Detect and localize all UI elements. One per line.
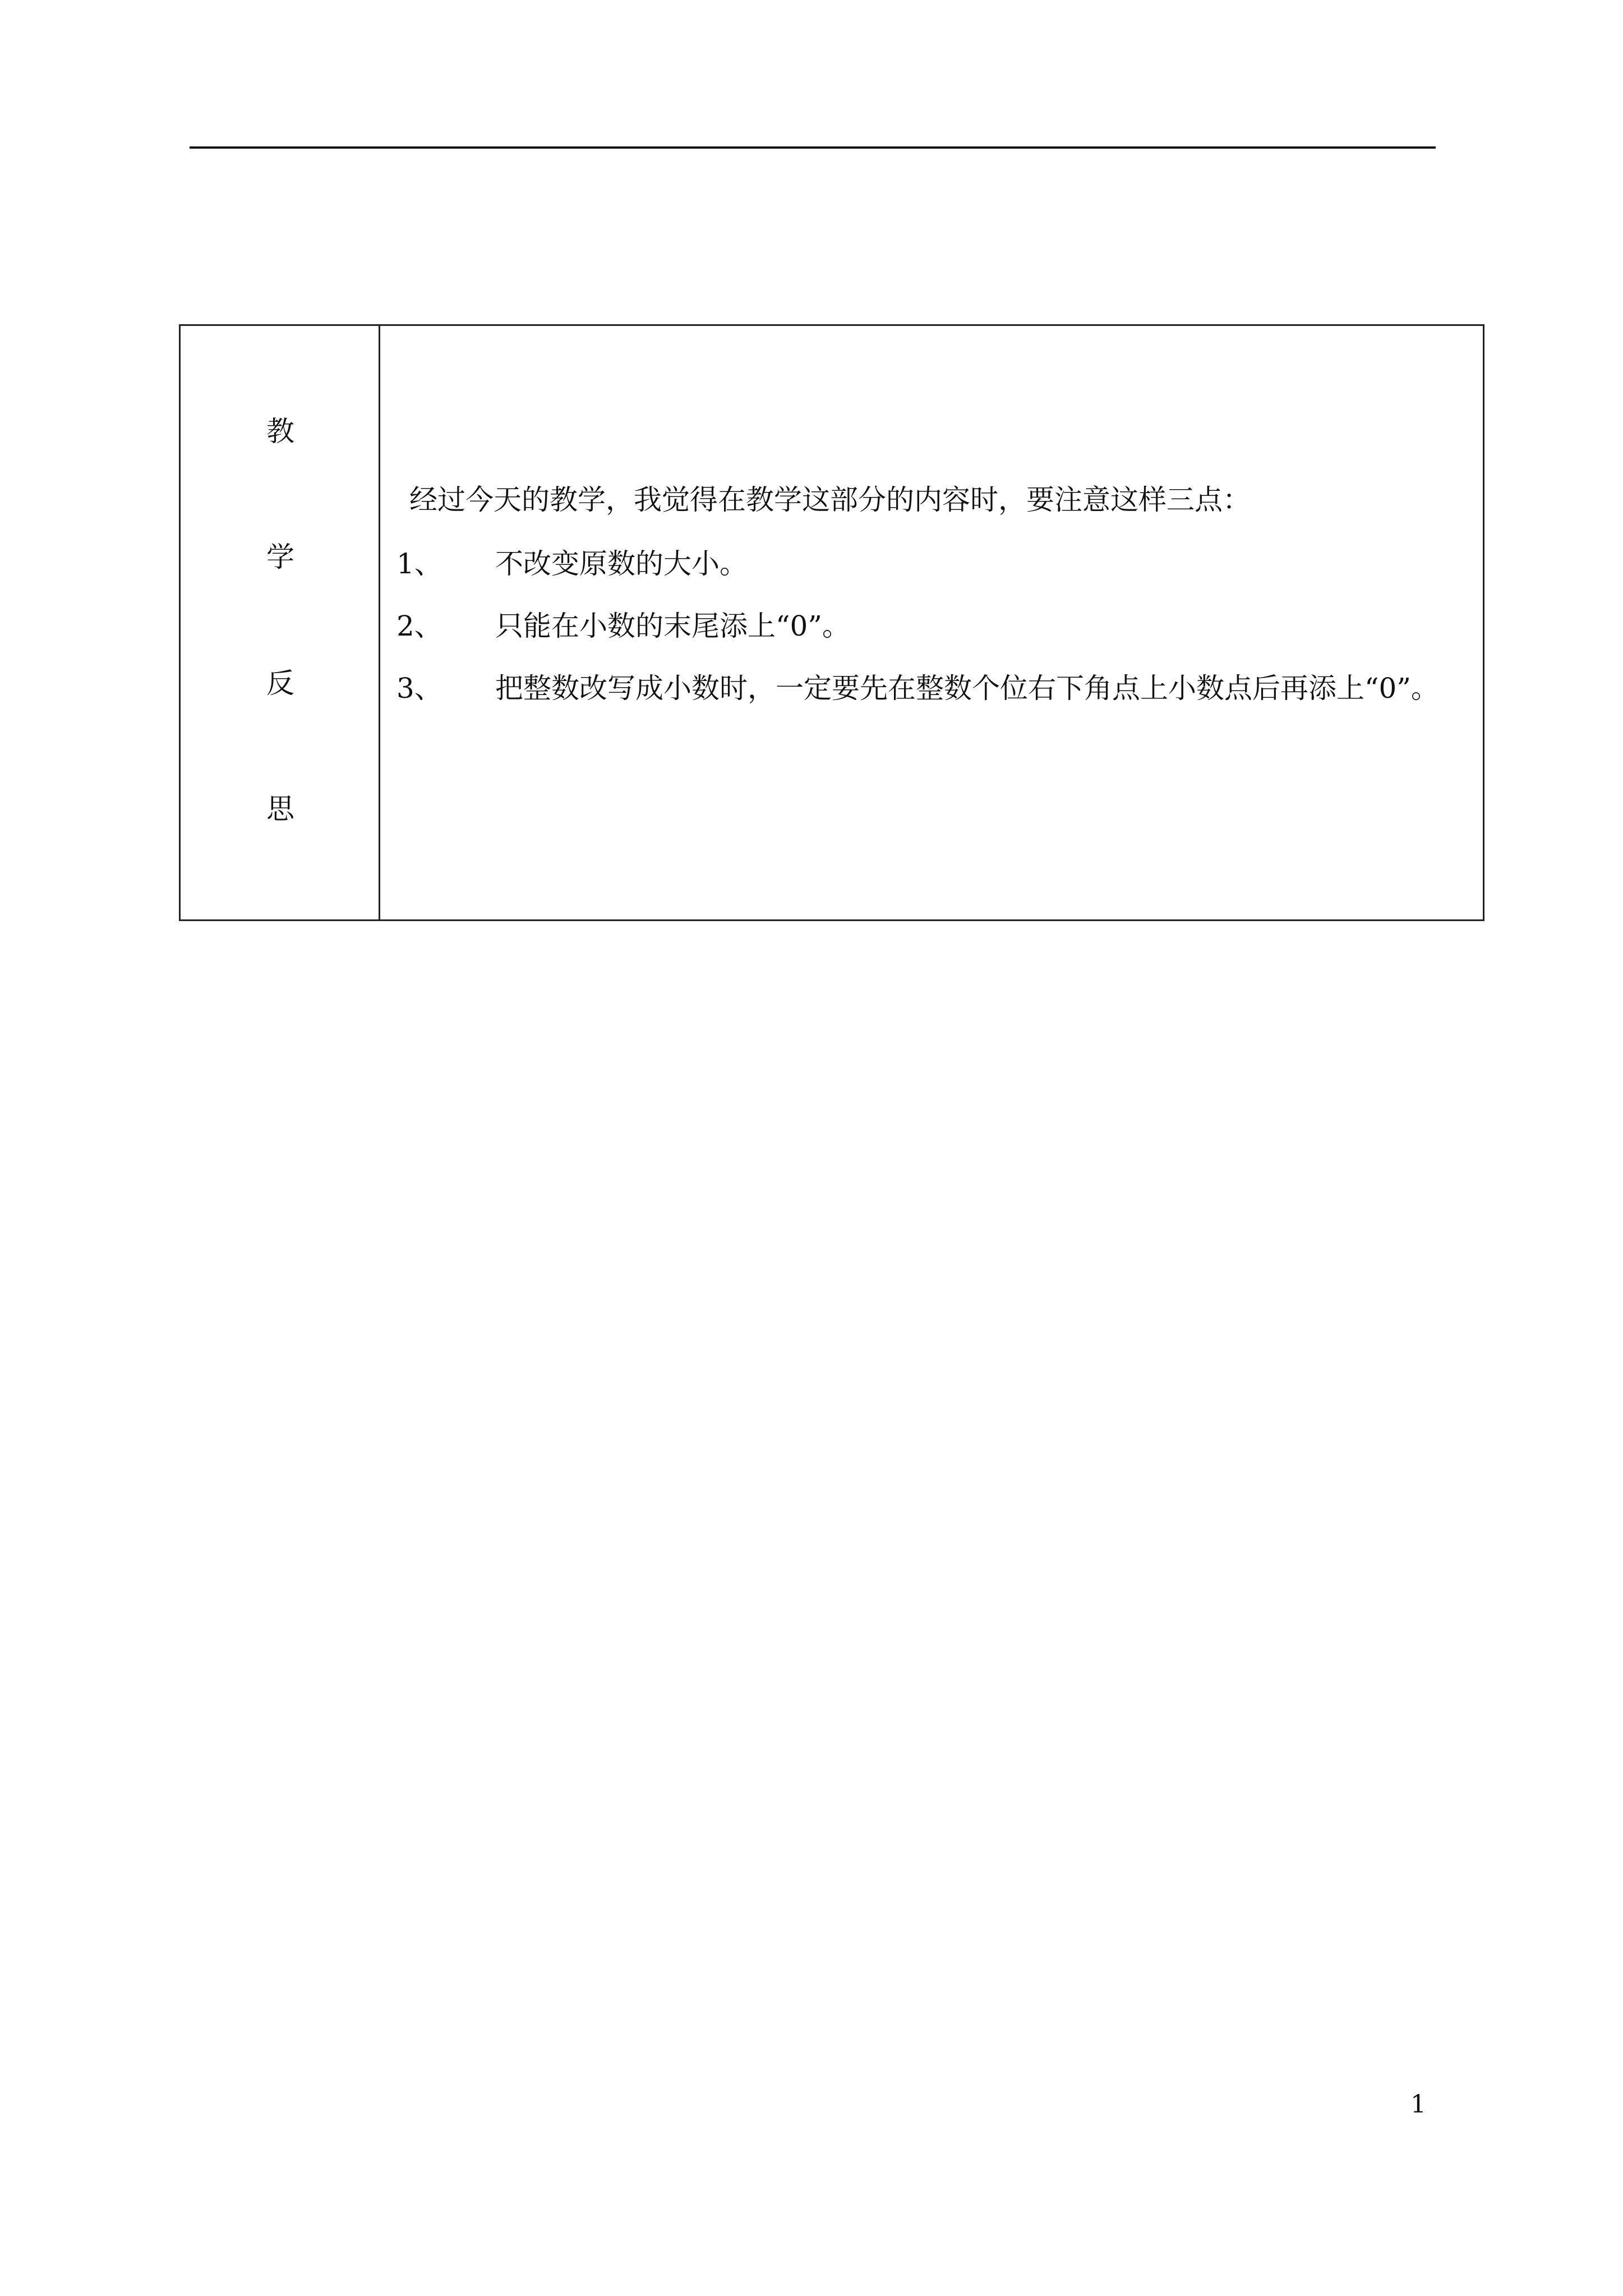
label-cell [181,326,380,919]
list-item-number: 2、 [396,610,442,642]
label-char: 思 [266,793,294,825]
header-rule [190,146,1436,149]
list-item-number: 3、 [396,672,442,705]
label-char: 教 [266,415,294,448]
list-item-text: 不改变原数的大小。 [495,547,748,580]
label-char: 反 [266,667,294,700]
teaching-reflection-table [179,324,1484,921]
label-char: 学 [266,541,294,573]
list-item-text: 只能在小数的末尾添上“0”。 [495,610,850,642]
list-item-number: 1、 [396,547,442,580]
list-item-text: 把整数改写成小数时，一定要先在整数个位右下角点上小数点后再添上“0”。 [495,672,1439,705]
intro-text: 经过今天的教学，我觉得在教学这部分的内容时，要注意这样三点： [409,484,1251,516]
page-number: 1 [1410,2090,1426,2119]
content-cell [380,326,1483,919]
